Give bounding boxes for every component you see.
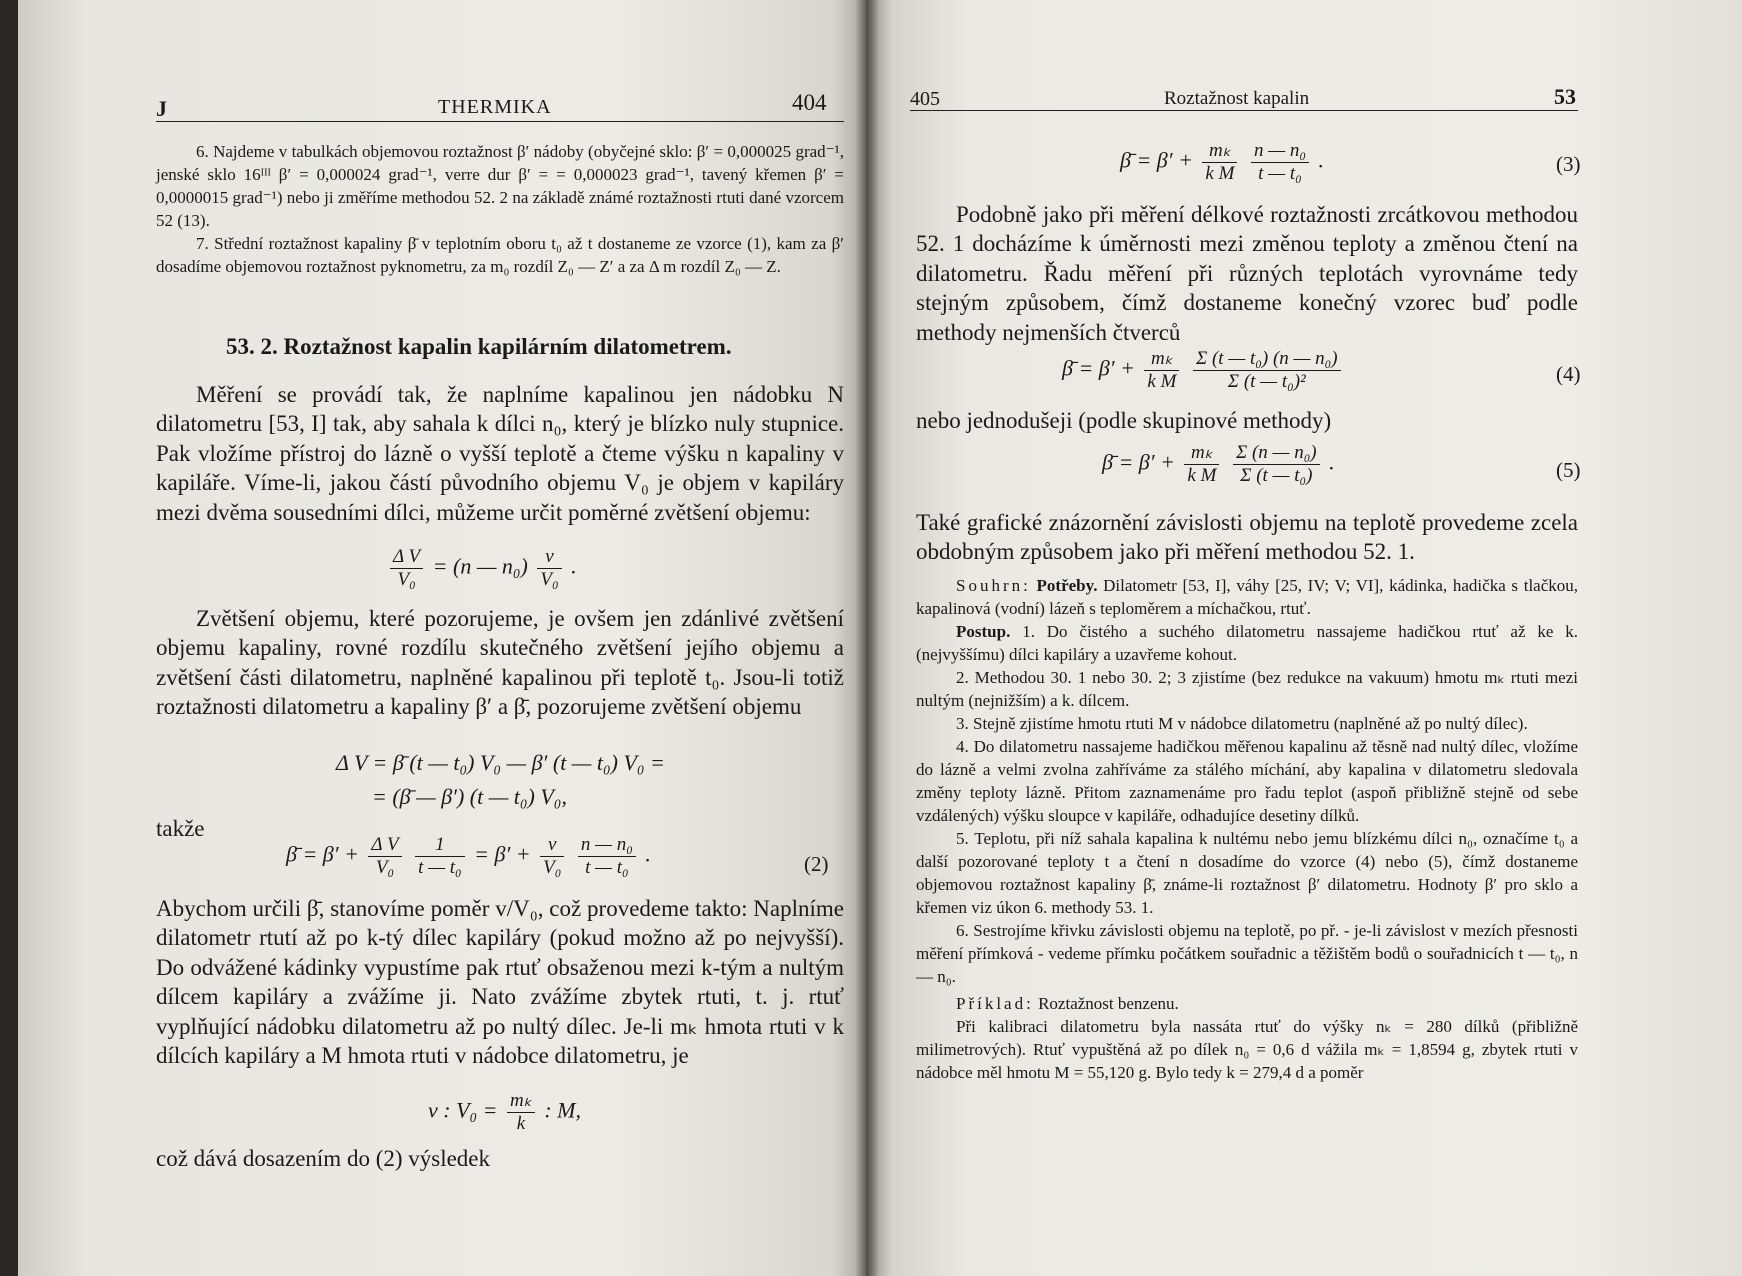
step-4: 4. Do dilatometru nassajeme hadičkou měřenou kapalinu až těsně nad nultý dílec, vložíme do lázně a velmi zvolna zahříváme za stálého míchání, aby kapalina v dilatometru sledovala změny teploty lázně. Přitom zaznamenáme pro řadu teplot (aspoň přibližně stejně od sebe vzdálených) výšku sloupce v kapiláře, odhadujíce desetiny dílků. [916, 737, 1578, 825]
equation-ratio-mass: v : V₀ = $\frac{\text{mₖ}}{k}$ : M, [428, 1090, 581, 1134]
equation-ratio: $\frac{\text{Δ V}}{\text{V₀}}$ = (n — n₀) $\frac{v}{\text{V₀}}$ . [386, 546, 577, 591]
takze-label: takže [156, 816, 205, 841]
step-6: 6. Sestrojíme křivku závislosti objemu na teplotě, po př. - je-li závislost v mezích přesnosti měření přímková - vedeme přímku počátkem souřadnic a těžištěm bodů o souřadnicích t — t₀, n — n₀. [916, 921, 1578, 986]
example-label: Příklad: [956, 994, 1034, 1013]
paragraph-3: Abychom určili β̄, stanovíme poměr v/V₀, což provedeme takto: Naplníme dilatometr rtutí až po k-tý dílec kapiláry (pokud možno až po nejvyšší). Do odvážené kádinky vypustíme pak rtuť obsaženou mezi k-tým a nultým dílcem kapiláry a zvážíme ji. Nato zvážíme zbytek rtuti, t. j. rtuť vyplňující nádobku dilatometru až po nultý dílec. Je-li mₖ hmota rtuti v k dílcích kapiláry a M hmota rtuti v nádobce dilatometru, je [156, 896, 844, 1069]
section-title: 53. 2. Roztažnost kapalin kapilárním dilatometrem. [226, 334, 732, 359]
equation-volume-line2: = (β̄ — β′) (t — t₀) V₀, [372, 784, 567, 809]
paragraph-1: Měření se provádí tak, že naplníme kapalinou jen nádobku N dilatometru [53, I] tak, aby sahala k dílci n₀, který je blízko nuly stupnice. Pak vložíme přístroj do lázně o vyšší teplotě a čteme výšku n kapaliny v kapiláře. Víme-li, jakou částí původního objemu V₀ je objem v kapiláry mezi dvěma sousedními dílci, můžeme určit poměrné zvětšení objemu: [156, 382, 844, 525]
left-page [18, 0, 866, 1276]
book-gutter [855, 0, 879, 1276]
paragraph-1: Podobně jako při měření délkové roztažnosti zrcátkovou methodou 52. 1 docházíme k úměrnosti mezi změnou teploty a změnou čtení na dilatometru. Řadu měření při různých teplotách vyrovnáme tedy stejným způsobem, čímž dostaneme konečný vzorec buď podle methody nejmenších čtverců [916, 202, 1578, 345]
example-title: Roztažnost benzenu. [1038, 994, 1179, 1013]
header-rule [910, 110, 1578, 111]
equation-5-number: (5) [1556, 458, 1581, 482]
paragraph-2: Zvětšení objemu, které pozorujeme, je ovšem jen zdánlivé zvětšení objemu kapaliny, rovné rozdílu skutečného zvětšení jejího objemu a zvětšení části dilatometru, naplněné kapalinou při teplotě t₀. Jsou-li totiž roztažnosti dilatometru a kapaliny β′ a β̄, pozorujeme zvětšení objemu [156, 606, 844, 720]
notes-block [156, 140, 844, 278]
example-text: Při kalibraci dilatometru byla nassáta rtuť do výšky nₖ = 280 dílků (přibližně milimetrových). Rtuť vypuštěná až po dílek n₀ = 0,6 d vážila mₖ = 1,8594 g, zbytek rtuti v nádobce měl hmotu M = 55,120 g. Bylo tedy k = 279,4 d a poměr [916, 1017, 1578, 1082]
procedure-label: Postup. [956, 622, 1011, 641]
step-2: 2. Methodou 30. 1 nebo 30. 2; 3 zjistíme (bez redukce na vakuum) hmotu mₖ rtuti mezi nultým (nejnižším) a k. dílcem. [916, 668, 1578, 710]
paragraph-2: Také grafické znázornění závislosti objemu na teplotě provedeme zcela obdobným způsobem jako při měření methodou 52. 1. [916, 510, 1578, 565]
running-title: THERMIKA [438, 96, 552, 118]
step-1: 1. Do čistého a suchého dilatometru nassajeme hadičkou rtuť až ke k. (nejvyššímu) dílci kapiláry a uzavřeme kohout. [916, 622, 1579, 664]
summary-label: Souhrn: [956, 576, 1031, 595]
equation-3: β̄ = β′ + $\frac{\text{mₖ}}{\text{k M}}$ $\frac{\text{n — n₀}}{\text{t — t₀}}$ . [1120, 140, 1324, 184]
equation-4: β̄ = β′ + $\frac{\text{mₖ}}{\text{k M}}$ $\frac{\text{Σ (t — t₀) (n — n₀)}}{\text{Σ (t — t₀)²}}$ [1062, 348, 1345, 393]
header-letter: J [156, 96, 167, 121]
step-5: 5. Teplotu, při níž sahala kapalina k nultému nebo jemu blízkému dílci n₀, označíme t₀ a další pozorované teploty t a čtení n dosadíme do vzorce (4) nebo (5), čímž dostaneme objemovou roztažnost kapaliny β̄, známe-li roztažnost β′ dilatometru. Hodnoty β′ pro sklo a křemen viz úkon 6. methody 53. 1. [916, 829, 1578, 917]
equation-2-number: (2) [804, 852, 829, 876]
note-7: 7. Střední roztažnost kapaliny β̄ v teplotním oboru t₀ až t dostaneme ze vzorce (1), kam za β′ dosadíme objemovou roztažnost pyknometru, za m₀ rozdíl Z₀ — Z′ a za Δ m rozdíl Z₀ — Z. [156, 234, 844, 276]
summary-block [916, 574, 1578, 1084]
page-reference: 405 [910, 88, 940, 110]
equation-5: β̄ = β′ + $\frac{\text{mₖ}}{\text{k M}}$ $\frac{\text{Σ (n — n₀)}}{\text{Σ (t — t₀)}}$ . [1102, 442, 1335, 486]
right-page [866, 0, 1742, 1276]
closing-line: což dává dosazením do (2) výsledek [156, 1146, 491, 1171]
summary-text: Dilatometr [53, I], váhy [25, IV; V; VI], kádinka, hadička s tlačkou, kapalinová (vodní) lázeň s teploměrem a míchačkou, rtuť. [916, 576, 1579, 618]
method-note: nebo jednodušeji (podle skupinové methody) [916, 408, 1332, 433]
summary-needs: Potřeby. [1036, 576, 1098, 595]
step-3: 3. Stejně zjistíme hmotu rtuti M v nádobce dilatometru (naplněné až po nultý dílec). [956, 714, 1528, 733]
equation-3-number: (3) [1556, 152, 1581, 176]
note-6: 6. Najdeme v tabulkách objemovou roztažnost β′ nádoby (obyčejné sklo: β′ = 0,000025 grad⁻¹, jenské sklo 16ᴵᴵᴵ β′ = 0,000024 grad⁻¹, verre dur β′ = = 0,000023 grad⁻¹, tavený křemen β′ = 0,0000015 grad⁻¹) nebo ji změříme methodou 52. 2 na základě známé roztažnosti rtuti dané vzorcem 52 (13). [156, 142, 844, 230]
equation-4-number: (4) [1556, 362, 1581, 386]
equation-2: β̄ = β′ + $\frac{\text{Δ V}}{\text{V₀}}$ $\frac{1}{\text{t — t₀}}$ = β′ + $\frac{v}{\text{V₀}}$ $\frac{\text{n — n₀}}{\text{t — t₀}}$ . [286, 834, 651, 878]
page-number: 53 [1554, 84, 1576, 109]
header-rule [156, 121, 844, 122]
running-title: Roztažnost kapalin [1164, 88, 1310, 109]
page-number: 404 [792, 90, 827, 115]
equation-volume-line1: Δ V = β̄ (t — t₀) V₀ — β′ (t — t₀) V₀ = [336, 750, 665, 775]
